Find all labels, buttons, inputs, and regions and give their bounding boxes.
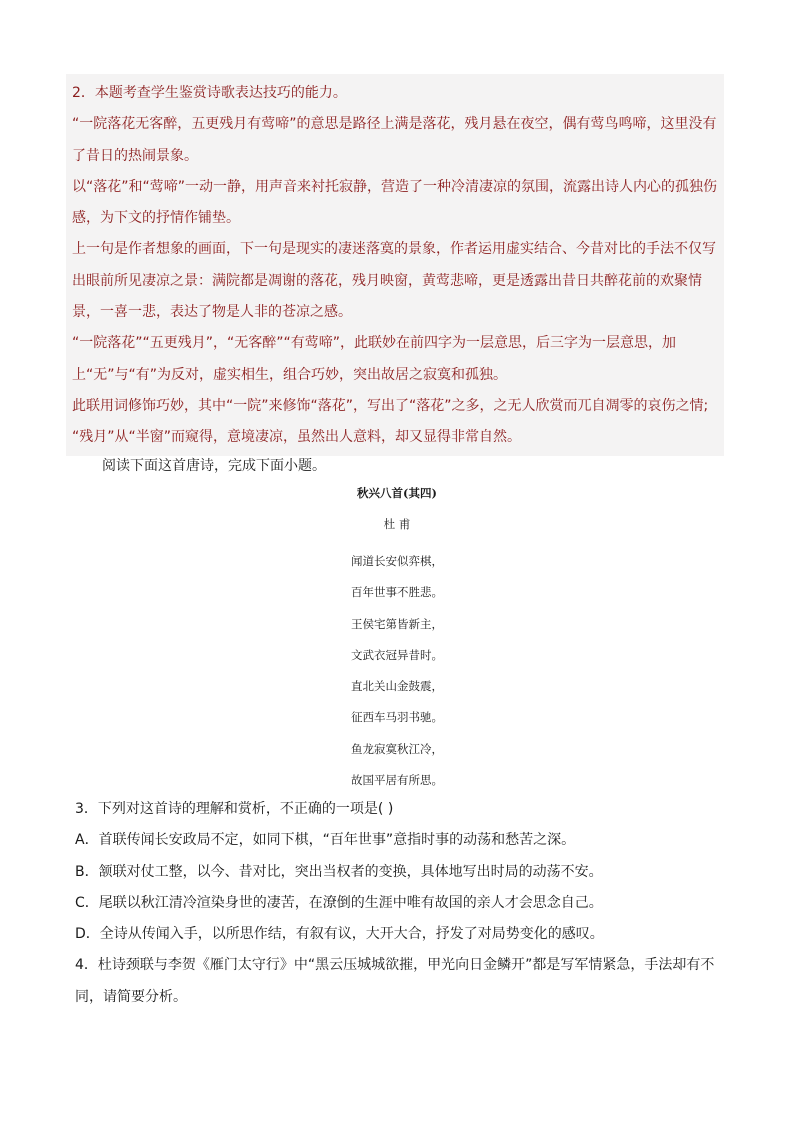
poem-line: 百年世事不胜悲。	[351, 585, 443, 600]
poem-line: 王侯宅第皆新主，	[351, 616, 443, 631]
question-3-stem: 3．下列对这首诗的理解和赏析，不正确的一项是( )	[75, 801, 394, 817]
poem-line: 文武衣冠异昔时。	[351, 647, 443, 662]
answer-paragraph-2: “一院落花无客醉，五更残月有莺啼”的意思是路径上满是落花，残月悬在夜空，偶有莺鸟鸣啼，这里没有了昔日的热闹景象。	[72, 116, 717, 164]
answer-paragraph-1: 2．本题考查学生鉴赏诗歌表达技巧的能力。	[72, 85, 347, 101]
poem-line: 鱼龙寂寞秋江冷，	[351, 741, 443, 756]
poem-author: 杜 甫	[383, 517, 411, 531]
option-d: D．全诗从传闻入手，以所思作结，有叙有议，大开大合，抒发了对局势变化的感叹。	[75, 926, 604, 943]
questions-section	[75, 794, 727, 1013]
answer-paragraph-4: 上一句是作者想象的画面，下一句是现实的凄迷落寞的景象，作者运用虚实结合、今昔对比的手法不仅写出眼前所见凄凉之景：满院都是凋谢的落花，残月映窗，黄莺悲啼，更是透露出昔日共醉花前的欢聚情景，一喜一悲，表达了物是人非的苍凉之感。	[72, 241, 716, 321]
answer-paragraph-3: 以“落花”和“莺啼”一动一静，用声音来衬托寂静，营造了一种冷清凄凉的氛围，流露出诗人内心的孤独伤感，为下文的抒情作铺垫。	[72, 178, 718, 227]
option-a: A．首联传闻长安政局不定，如同下棋，“百年世事”意指时事的动荡和愁苦之深。	[75, 832, 576, 849]
reading-instruction: 阅读下面这首唐诗，完成下面小题。	[102, 458, 326, 474]
question-4-stem: 4．杜诗颈联与李贺《雁门太守行》中“黑云压城城欲摧，甲光向日金鳞开”都是写军情紧急，手法却有不同，请简要分析。	[75, 957, 715, 1005]
option-b: B．颔联对仗工整，以今、昔对比，突出当权者的变换，具体地写出时局的动荡不安。	[75, 863, 603, 880]
poem-line: 闻道长安似弈棋，	[351, 554, 443, 568]
poem-line: 征西车马羽书驰。	[351, 710, 443, 725]
poem-title: 秋兴八首(其四)	[357, 486, 437, 500]
answer-explanation-block	[66, 74, 724, 456]
answer-paragraph-5: “一院落花”“五更残月”，“无客醉”“有莺啼”，此联妙在前四字为一层意思，后三字为一层意思，加上“无”与“有”为反对，虚实相生，组合巧妙，突出故居之寂寞和孤独。	[72, 335, 677, 383]
option-c: C．尾联以秋江清冷渲染身世的凄苦，在潦倒的生涯中唯有故国的亲人才会思念自己。	[75, 894, 603, 911]
poem	[0, 484, 794, 796]
poem-lines	[0, 546, 794, 796]
poem-line: 直北关山金鼓震，	[351, 679, 443, 694]
poem-line: 故国平居有所思。	[351, 773, 443, 788]
answer-paragraph-6: 此联用词修饰巧妙，其中“一院”来修饰“落花”，写出了“落花”之多，之无人欣赏而兀自凋零的哀伤之情; “残月”从“半窗”而窥得，意境凄凉，虽然出人意料，却又显得非常自然。	[72, 397, 709, 446]
